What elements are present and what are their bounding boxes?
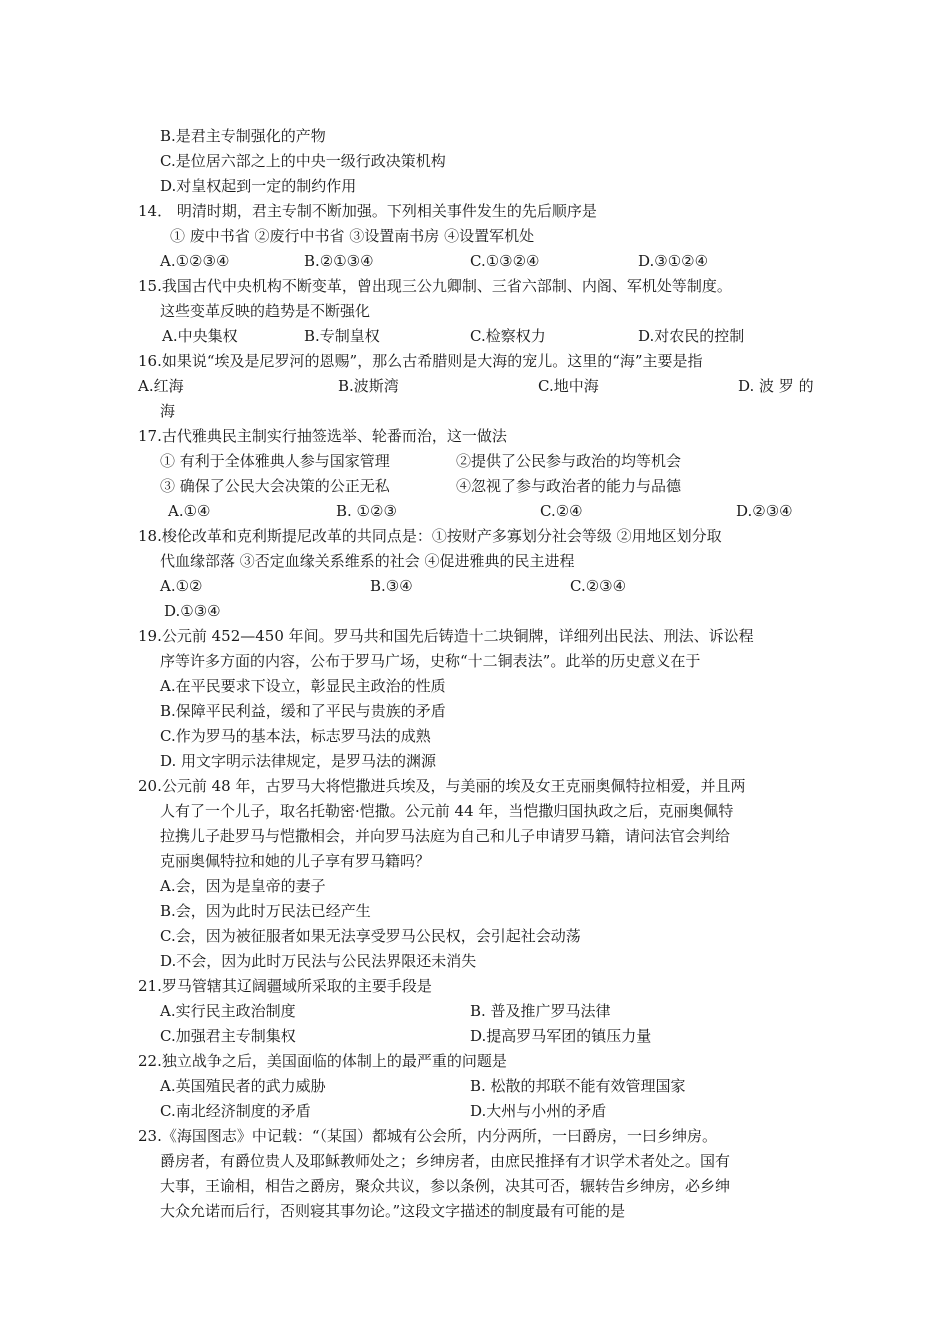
q14-option-b: B.②①③④	[304, 252, 374, 270]
q17-option-d: D.②③④	[736, 502, 793, 520]
q19-option-c: C.作为罗马的基本法，标志罗马法的成熟	[160, 727, 431, 745]
q17-item-2: ②提供了公民参与政治的均等机会	[456, 452, 682, 470]
q16-stem: 16.如果说“埃及是尼罗河的恩赐”，那么古希腊则是大海的宠儿。这里的“海”主要是指	[138, 352, 703, 370]
q20-stem-line1: 20.公元前 48 年，古罗马大将恺撒进兵埃及，与美丽的埃及女王克丽奥佩特拉相爱，并且两	[138, 777, 746, 795]
q15-stem-line1: 15.我国古代中央机构不断变革，曾出现三公九卿制、三省六部制、内阁、军机处等制度。	[138, 277, 732, 295]
q14-stem: 14． 明清时期，君主专制不断加强。下列相关事件发生的先后顺序是	[138, 202, 597, 220]
q14-option-c: C.①③②④	[470, 252, 540, 270]
q22-options-row2	[160, 1101, 860, 1121]
q21-options-row2	[160, 1026, 860, 1046]
q14-option-d: D.③①②④	[638, 252, 709, 270]
q21-option-b: B. 普及推广罗马法律	[470, 1002, 611, 1020]
q17-item-3: ③ 确保了公民大会决策的公正无私	[160, 477, 390, 495]
q17-item-1: ① 有利于全体雅典人参与国家管理	[160, 452, 390, 470]
q13-option-c: C.是位居六部之上的中央一级行政决策机构	[160, 152, 446, 170]
q16-option-c: C.地中海	[538, 377, 599, 395]
q20-option-b: B.会，因为此时万民法已经产生	[160, 902, 371, 920]
q22-option-c: C.南北经济制度的矛盾	[160, 1102, 311, 1120]
q17-option-b: B. ①②③	[336, 502, 397, 520]
q17-items-row1	[160, 451, 860, 471]
q17-stem: 17.古代雅典民主制实行抽签选举、轮番而治，这一做法	[138, 427, 507, 445]
q23-stem-line3: 大事，王谕相，相告之爵房，聚众共议，参以条例，决其可否，辗转告乡绅房，必乡绅	[160, 1177, 731, 1195]
q22-options-row1	[160, 1076, 860, 1096]
q14-option-a: A.①②③④	[160, 252, 230, 270]
q20-stem-line2: 人有了一个儿子，取名托勒密·恺撒。公元前 44 年，当恺撒归国执政之后，克丽奥佩特	[160, 802, 734, 820]
q16-option-d-wrap: 海	[160, 402, 176, 420]
q22-stem: 22.独立战争之后，美国面临的体制上的最严重的问题是	[138, 1052, 507, 1070]
q15-options	[162, 326, 862, 346]
q16-option-d: D. 波 罗 的	[738, 377, 814, 395]
q15-option-c: C.检察权力	[470, 327, 546, 345]
q18-option-a: A.①②	[160, 577, 203, 595]
q22-option-a: A.英国殖民者的武力威胁	[160, 1077, 326, 1095]
q23-stem-line4: 大众允诺而后行，否则寝其事勿论。”这段文字描述的制度最有可能的是	[160, 1202, 626, 1220]
q20-option-d: D.不会，因为此时万民法与公民法界限还未消失	[160, 952, 477, 970]
q21-option-a: A.实行民主政治制度	[160, 1002, 296, 1020]
q19-stem-line2: 序等许多方面的内容，公布于罗马广场，史称“十二铜表法”。此举的历史意义在于	[160, 652, 701, 670]
q23-stem-line2: 爵房者，有爵位贵人及耶稣教师处之；乡绅房者，由庶民推择有才识学术者处之。国有	[160, 1152, 731, 1170]
q21-option-d: D.提高罗马军团的镇压力量	[470, 1027, 652, 1045]
q19-option-d: D. 用文字明示法律规定，是罗马法的渊源	[160, 752, 437, 770]
q21-stem: 21.罗马管辖其辽阔疆域所采取的主要手段是	[138, 977, 432, 995]
q18-options	[160, 576, 860, 596]
q14-options	[160, 251, 860, 271]
q19-option-b: B.保障平民利益，缓和了平民与贵族的矛盾	[160, 702, 446, 720]
q16-option-b: B.波斯湾	[338, 377, 399, 395]
q22-option-d: D.大州与小州的矛盾	[470, 1102, 607, 1120]
q22-option-b: B. 松散的邦联不能有效管理国家	[470, 1077, 686, 1095]
q17-option-a: A.①④	[168, 502, 211, 520]
q18-option-b: B.③④	[370, 577, 413, 595]
q23-stem-line1: 23.《海国图志》中记载：“（某国）都城有公会所，内分两所，一曰爵房，一曰乡绅房。	[138, 1127, 718, 1145]
q16-options	[138, 376, 838, 396]
q18-stem-line2: 代血缘部落 ③否定血缘关系维系的社会 ④促进雅典的民主进程	[160, 552, 575, 570]
q15-option-b: B.专制皇权	[304, 327, 380, 345]
q13-option-b: B.是君主专制强化的产物	[160, 127, 326, 145]
q18-option-d: D.①③④	[164, 602, 221, 620]
q19-option-a: A.在平民要求下设立，彰显民主政治的性质	[160, 677, 446, 695]
q14-items: ① 废中书省 ②废行中书省 ③设置南书房 ④设置军机处	[170, 227, 535, 245]
q21-options-row1	[160, 1001, 860, 1021]
q18-stem-line1: 18.梭伦改革和克利斯提尼改革的共同点是：①按财产多寡划分社会等级 ②用地区划分取	[138, 527, 722, 545]
q20-stem-line4: 克丽奥佩特拉和她的儿子享有罗马籍吗？	[160, 852, 431, 870]
q21-option-c: C.加强君主专制集权	[160, 1027, 296, 1045]
q20-option-a: A.会，因为是皇帝的妻子	[160, 877, 326, 895]
q15-option-a: A.中央集权	[162, 327, 238, 345]
q15-stem-line2: 这些变革反映的趋势是不断强化	[160, 302, 371, 320]
q20-stem-line3: 拉携儿子赴罗马与恺撒相会，并向罗马法庭为自己和儿子申请罗马籍，请问法官会判给	[160, 827, 731, 845]
q19-stem-line1: 19.公元前 452—450 年间。罗马共和国先后铸造十二块铜牌，详细列出民法、刑法、诉讼程	[138, 627, 754, 645]
q16-option-a: A.红海	[138, 377, 184, 395]
q17-option-c: C.②④	[540, 502, 583, 520]
q13-option-d: D.对皇权起到一定的制约作用	[160, 177, 357, 195]
q15-option-d: D.对农民的控制	[638, 327, 745, 345]
q18-option-c: C.②③④	[570, 577, 627, 595]
q17-options	[160, 501, 860, 521]
q17-item-4: ④忽视了参与政治者的能力与品德	[456, 477, 682, 495]
q20-option-c: C.会，因为被征服者如果无法享受罗马公民权，会引起社会动荡	[160, 927, 581, 945]
q17-items-row2	[160, 476, 860, 496]
